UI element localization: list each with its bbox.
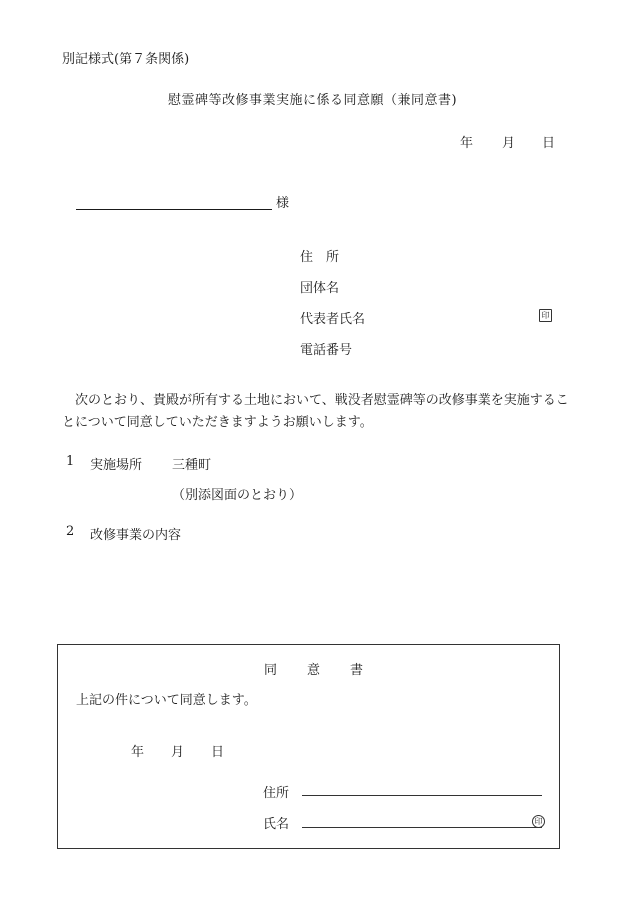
consent-address-line[interactable] (302, 795, 542, 796)
date-day-label: 日 (542, 136, 556, 151)
item-1-value: 三種町 (172, 458, 212, 473)
recipient-name-line[interactable] (76, 209, 272, 210)
consent-name-label: 氏名 (263, 817, 290, 832)
applicant-phone-label: 電話番号 (300, 343, 353, 358)
document-title: 慰霊碑等改修事業実施に係る同意願（兼同意書) (168, 93, 458, 108)
consent-title (264, 659, 393, 678)
item-1-number: 1 (66, 454, 75, 469)
form-label: 別記様式(第７条関係) (62, 52, 190, 67)
consent-seal-mark: 印 (532, 815, 545, 828)
item-2-number: 2 (66, 524, 75, 539)
consent-title-char: 書 (350, 663, 364, 678)
consent-box (57, 644, 560, 849)
consent-title-char: 同 (264, 663, 278, 678)
applicant-representative-label: 代表者氏名 (300, 312, 366, 327)
consent-date-year: 年 (131, 745, 145, 760)
request-body-text: 次のとおり、貴殿が所有する土地において、戦没者慰霊碑等の改修事業を実施することについて同意していただきますようお願いします。 (62, 393, 569, 430)
item-1-note: （別添図面のとおり） (172, 488, 303, 503)
seal-mark: 印 (539, 309, 552, 322)
item-2-label: 改修事業の内容 (90, 528, 182, 543)
recipient-honorific: 様 (276, 196, 290, 211)
consent-title-char: 意 (307, 663, 321, 678)
consent-address-label: 住所 (263, 786, 290, 801)
consent-date-day: 日 (211, 745, 225, 760)
consent-date-month: 月 (171, 745, 185, 760)
consent-name-line[interactable] (302, 827, 542, 828)
consent-statement: 上記の件について同意します。 (76, 693, 257, 708)
date-month-label: 月 (502, 136, 516, 151)
date-year-label: 年 (460, 136, 474, 151)
applicant-organization-label: 団体名 (300, 281, 340, 296)
applicant-address-label: 住 所 (300, 250, 340, 265)
item-1-label: 実施場所 (90, 458, 143, 473)
